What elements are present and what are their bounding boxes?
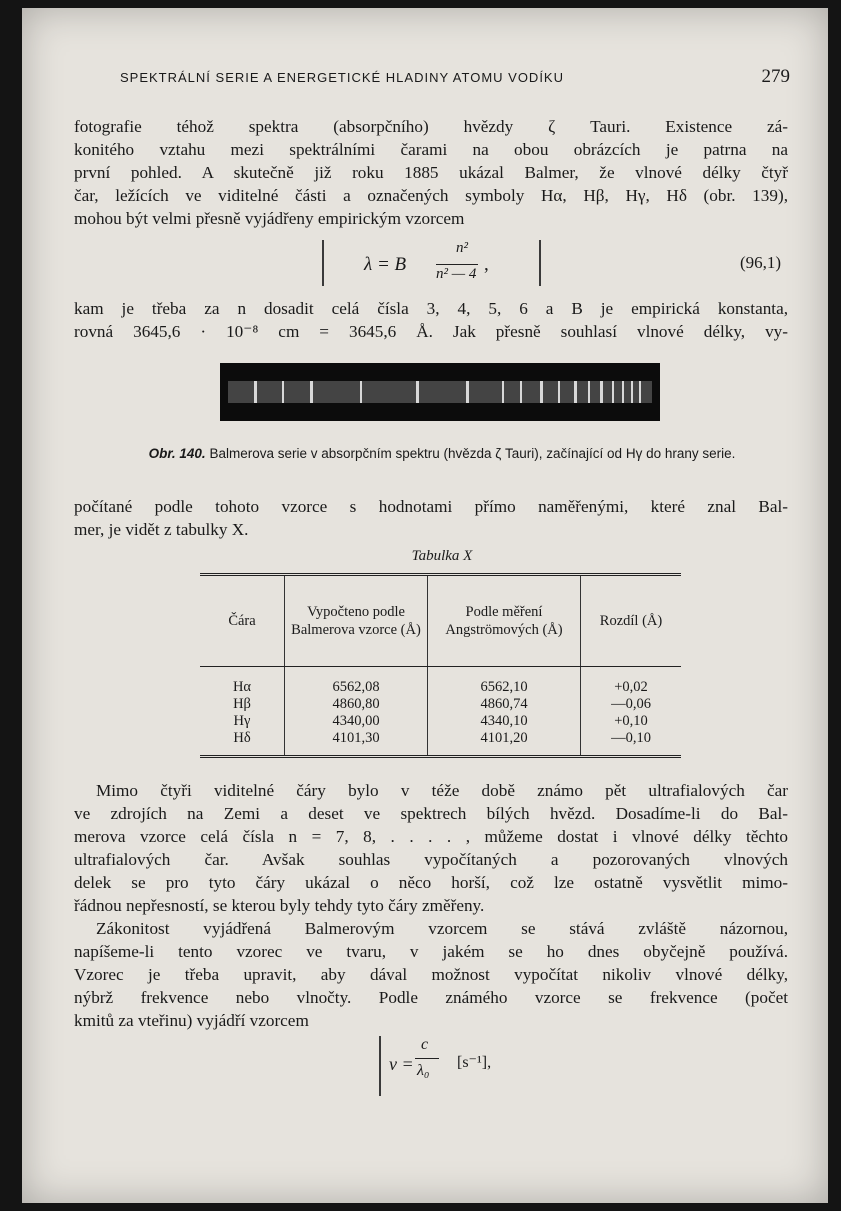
table-cell: 4340,10	[428, 713, 581, 730]
spectral-line	[254, 381, 257, 403]
spectral-line	[600, 381, 603, 403]
fraction-bar	[415, 1058, 439, 1059]
text-line: počítané podle tohoto vzorce s hodnotami přímo naměřenými, které znal Bal-	[74, 497, 788, 516]
text-line: kmitů za vteřinu) vyjádří vzorcem	[74, 1011, 309, 1030]
data-table	[200, 573, 681, 758]
table-cell: Hα	[232, 679, 252, 695]
figure-caption-text: Balmerova serie v absorpčním spektru (hvězda ζ Tauri), začínající od Hγ do hrany serie.	[209, 446, 736, 461]
spectral-line	[520, 381, 522, 403]
running-title: SPEKTRÁLNÍ SERIE A ENERGETICKÉ HLADINY ATOMU VODÍKU	[120, 70, 564, 85]
column-header: Rozdíl (Å)	[581, 575, 682, 667]
figure-caption	[94, 444, 790, 463]
table-cell: 4860,80	[285, 696, 428, 713]
spectral-line	[622, 381, 624, 403]
spectral-line	[574, 381, 577, 403]
text-line: Vzorec je třeba upravit, aby dával možnost vypočítat nikoliv vlnové délky,	[74, 965, 788, 984]
formula-numerator: n²	[456, 240, 468, 256]
text-line: první pohled. A skutečně již roku 1885 ukázal Balmer, že vlnové délky čtyř	[74, 163, 788, 182]
table-row	[200, 667, 681, 697]
spectral-line	[558, 381, 560, 403]
fraction-bar	[436, 264, 478, 265]
text-line: kam je třeba za n dosadit celá čísla 3, 4, 5, 6 a B je empirická konstanta,	[74, 299, 788, 318]
table-cell: +0,02	[581, 667, 682, 697]
spectral-line	[310, 381, 313, 403]
table-cell: 4340,00	[285, 713, 428, 730]
table-row	[200, 696, 681, 713]
formula-unit: [s⁻¹],	[457, 1054, 492, 1071]
running-header	[120, 66, 790, 87]
formula-denominator: n² — 4	[436, 266, 477, 282]
table-cell: +0,10	[581, 713, 682, 730]
page-number: 279	[761, 66, 790, 87]
text-line: delek se pro tyto čáry ukázal o něco horší, což lze ostatně vysvětlit mimo-	[74, 873, 788, 892]
column-header: Čára	[200, 575, 285, 667]
table-cell: 4860,74	[428, 696, 581, 713]
table-cell: Hγ	[233, 713, 251, 729]
table-caption: Tabulka X	[411, 548, 473, 564]
text-line: mer, je vidět z tabulky X.	[74, 520, 249, 539]
formula-denominator: λ₀	[417, 1062, 430, 1079]
table-cell: 4101,30	[285, 730, 428, 757]
balmer-formula	[322, 240, 541, 286]
table-cell: Hδ	[233, 730, 251, 746]
figure-label: Obr. 140.	[148, 446, 206, 461]
spectrum-photo	[220, 363, 660, 421]
table-cell: 4101,20	[428, 730, 581, 757]
text-line: nýbrž frekvence nebo vlnočty. Podle známého vzorce se frekvence (počet	[74, 988, 788, 1007]
spectral-line	[540, 381, 543, 403]
spectral-line	[466, 381, 469, 403]
book-page	[22, 8, 828, 1203]
spectral-line	[416, 381, 419, 403]
spectral-line	[631, 381, 633, 403]
frequency-formula	[379, 1036, 511, 1096]
spectral-line	[639, 381, 641, 403]
table-cell: —0,10	[581, 730, 682, 757]
formula-lhs: λ = B	[364, 254, 407, 275]
text-line: ve zdrojích na Zemi a deset ve spektrech bílých hvězd. Dosadíme-li do Bal-	[74, 804, 788, 823]
formula-numerator: c	[421, 1036, 429, 1053]
table-row	[200, 730, 681, 757]
table-row	[200, 713, 681, 730]
text-line: merova vzorce celá čísla n = 7, 8, . . . . , můžeme dostat i vlnové délky těchto	[74, 827, 788, 846]
text-line: napíšeme-li tento vzorec ve tvaru, v jakém se ho dnes obyčejně používá.	[74, 942, 788, 961]
formula-suffix: ,	[484, 254, 489, 275]
table-cell: Hβ	[233, 696, 251, 712]
text-line: rovná 3645,6 · 10⁻⁸ cm = 3645,6 Å. Jak přesně souhlasí vlnové délky, vy-	[74, 322, 788, 341]
text-line: Mimo čtyři viditelné čáry bylo v téže době známo pět ultrafialových čar	[96, 781, 788, 800]
text-line: řádnou nepřesností, se kterou byly tehdy tyto čáry změřeny.	[74, 896, 485, 915]
column-header: Vypočteno podle Balmerova vzorce (Å)	[285, 575, 428, 667]
table-cell: —0,06	[581, 696, 682, 713]
formula-lhs: ν =	[389, 1054, 414, 1074]
spectral-line	[360, 381, 362, 403]
table-cell: 6562,10	[428, 667, 581, 697]
text-line: čar, ležících ve viditelné části a označených symboly Hα, Hβ, Hγ, Hδ (obr. 139),	[74, 186, 788, 205]
table-cell: 6562,08	[285, 667, 428, 697]
spectral-line	[502, 381, 504, 403]
column-header: Podle měření Angströmových (Å)	[428, 575, 581, 667]
text-line: Zákonitost vyjádřená Balmerovým vzorcem se stává zvláště názornou,	[96, 919, 788, 938]
text-line: fotografie téhož spektra (absorpčního) hvězdy ζ Tauri. Existence zá-	[74, 117, 788, 136]
table-header-row	[200, 575, 681, 667]
equation-number: (96,1)	[740, 253, 782, 272]
text-line: ultrafialových čar. Avšak souhlas vypočítaných a pozorovaných vlnových	[74, 850, 788, 869]
text-line: konitého vztahu mezi spektrálními čarami na obou obrázcích je patrna na	[74, 140, 788, 159]
spectral-line	[588, 381, 590, 403]
spectral-line	[612, 381, 614, 403]
spectral-line	[282, 381, 284, 403]
text-line: mohou být velmi přesně vyjádřeny empirickým vzorcem	[74, 209, 465, 228]
